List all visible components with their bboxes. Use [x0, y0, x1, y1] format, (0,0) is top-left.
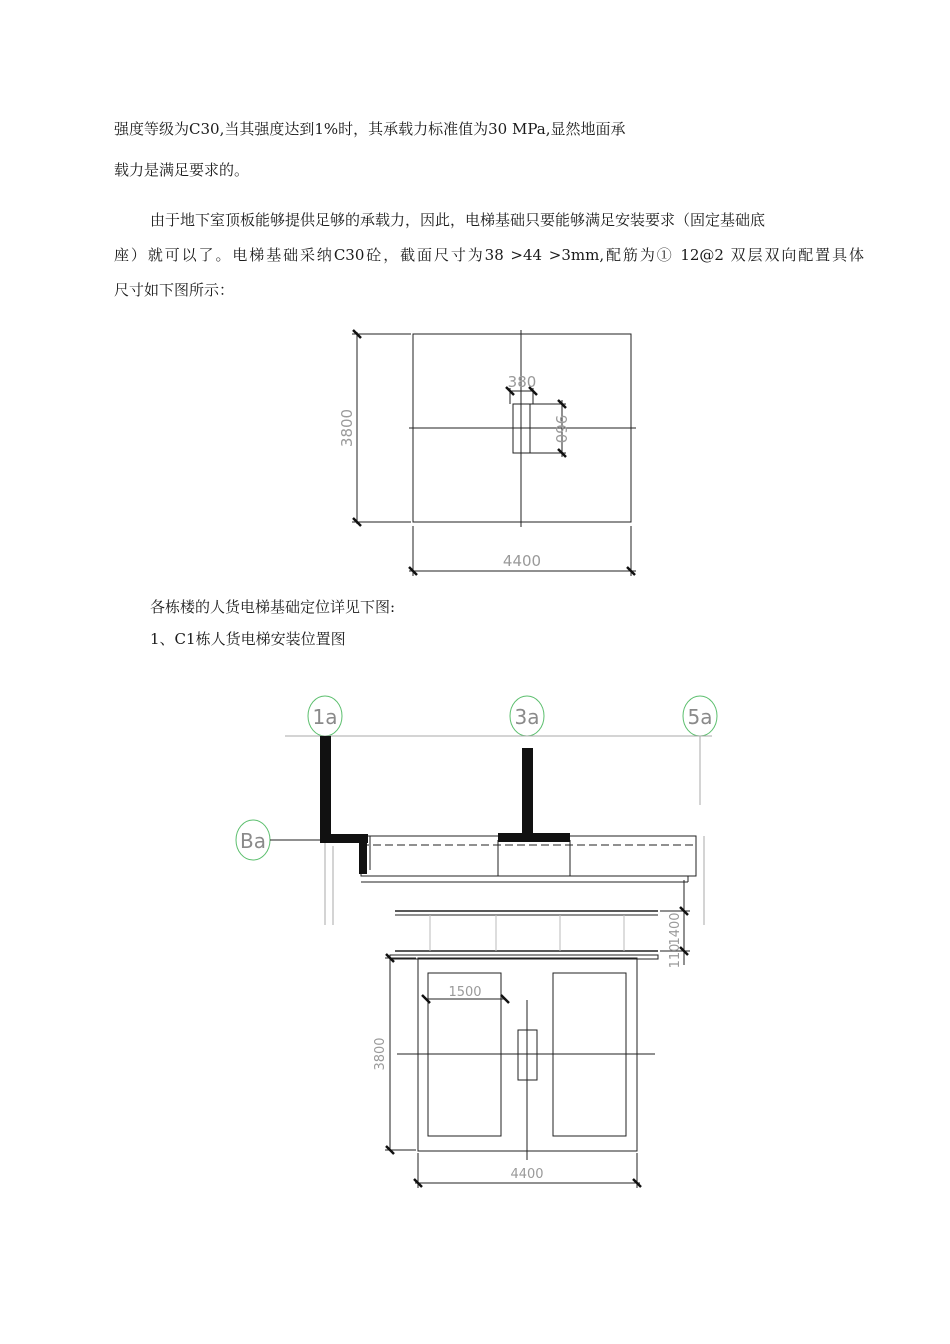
paragraph-1-line-2: 载力是满足要求的。 — [114, 161, 250, 179]
wall-1a-vertical — [320, 736, 331, 834]
paragraph-1-line-1: 强度等级为C30,当其强度达到1%时，其承载力标准值为30 MPa,显然地面承 — [114, 120, 626, 138]
paragraph-2-line-3: 尺寸如下图所示： — [114, 281, 235, 299]
axis-label-1a: 1a — [312, 705, 338, 729]
fig2-dim-4400: 4400 — [510, 1167, 544, 1182]
fig1-dim-inner-height: 960 — [552, 414, 570, 444]
fig2-dim-1400: 1400 — [668, 912, 683, 946]
fig2-dim-1500: 1500 — [448, 985, 482, 1000]
foundation-plan-figure — [352, 330, 636, 576]
paragraph-2-line-2: 座）就可以了。电梯基础采纳C30砼，截面尺寸为38 >44 >3mm,配筋为① 12@2 双层双向配置具体 — [114, 246, 864, 264]
axis-label-3a: 3a — [514, 705, 540, 729]
paragraph-4: 1、C1栋人货电梯安装位置图 — [150, 630, 346, 648]
wall-3a-vertical — [522, 748, 533, 836]
paragraph-2-line-1: 由于地下室顶板能够提供足够的承载力，因此，电梯基础只要能够满足安装要求（固定基础底 — [150, 211, 766, 229]
wall-3a-horizontal — [498, 833, 570, 842]
fig2-dim-3800: 3800 — [373, 1037, 388, 1071]
fig2-dim-110: 110 — [668, 943, 683, 969]
fig1-dim-inner-width: 380 — [507, 373, 537, 391]
axis-label-ba: Ba — [240, 829, 266, 853]
axis-label-5a: 5a — [687, 705, 713, 729]
fig1-dim-height: 3800 — [338, 408, 356, 448]
fig1-dim-width: 4400 — [502, 552, 542, 570]
paragraph-3: 各栋楼的人货电梯基础定位详见下图: — [150, 598, 396, 616]
